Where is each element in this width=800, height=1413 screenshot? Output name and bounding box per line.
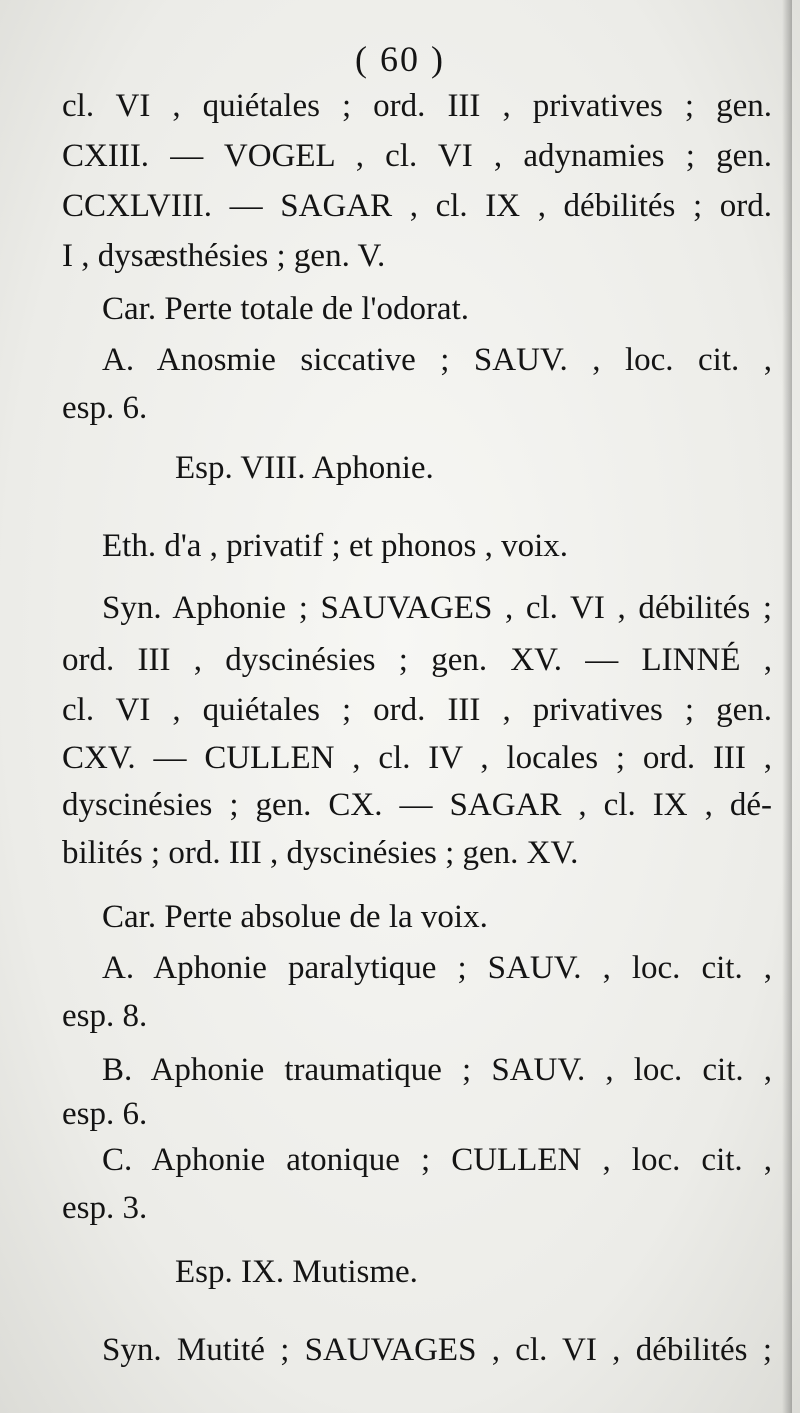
- text-line: Car. Perte totale de l'odorat.: [102, 291, 469, 327]
- text-line: Syn. Mutité ; SAUVAGES , cl. VI , débilités ;: [102, 1332, 772, 1368]
- text-line: A. Anosmie siccative ; SAUV. , loc. cit. ,: [102, 342, 772, 378]
- text-line: cl. VI , quiétales ; ord. III , privatives ; gen.: [62, 88, 772, 124]
- text-line: cl. VI , quiétales ; ord. III , privatives ; gen.: [62, 692, 772, 728]
- text-line: A. Aphonie paralytique ; SAUV. , loc. cit. ,: [102, 950, 772, 986]
- text-line: Syn. Aphonie ; SAUVAGES , cl. VI , débilités ;: [102, 590, 772, 626]
- text-line: B. Aphonie traumatique ; SAUV. , loc. cit. ,: [102, 1052, 772, 1088]
- text-line: CXV. — CULLEN , cl. IV , locales ; ord. III ,: [62, 740, 772, 776]
- text-line: dyscinésies ; gen. CX. — SAGAR , cl. IX , dé-: [62, 787, 772, 823]
- section-heading: Esp. IX. Mutisme.: [175, 1254, 418, 1290]
- page-edge-shadow: [782, 0, 792, 1413]
- page-number: ( 60 ): [355, 39, 445, 79]
- text-line: esp. 8.: [62, 998, 148, 1034]
- text-line: C. Aphonie atonique ; CULLEN , loc. cit. ,: [102, 1142, 772, 1178]
- text-line: bilités ; ord. III , dyscinésies ; gen. XV.: [62, 835, 579, 871]
- section-heading: Esp. VIII. Aphonie.: [175, 450, 434, 486]
- text-line: esp. 6.: [62, 1096, 148, 1132]
- text-line: esp. 6.: [62, 390, 148, 426]
- text-line: CCXLVIII. — SAGAR , cl. IX , débilités ; ord.: [62, 188, 772, 224]
- text-line: CXIII. — VOGEL , cl. VI , adynamies ; gen.: [62, 138, 772, 174]
- text-line: esp. 3.: [62, 1190, 148, 1226]
- text-line: I , dysæsthésies ; gen. V.: [62, 238, 386, 274]
- text-line: ord. III , dyscinésies ; gen. XV. — LINNÉ ,: [62, 642, 772, 678]
- text-line: Eth. d'a , privatif ; et phonos , voix.: [102, 528, 569, 564]
- text-line: Car. Perte absolue de la voix.: [102, 899, 488, 935]
